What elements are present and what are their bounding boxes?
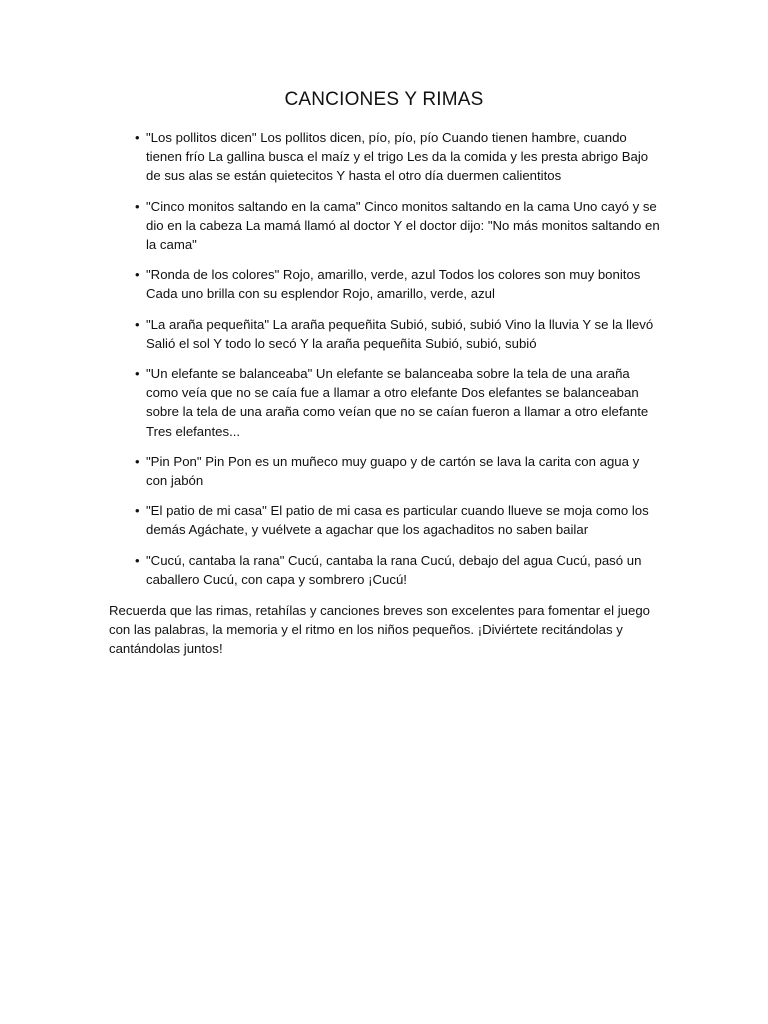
closing-paragraph: Recuerda que las rimas, retahílas y canciones breves son excelentes para fomentar el juego con las palabras, la memoria y el ritmo en los niños pequeños. ¡Diviértete recitándolas y cantándolas juntos!	[109, 603, 650, 657]
bullet-icon: •	[135, 316, 140, 332]
song-text: "El patio de mi casa" El patio de mi casa es particular cuando llueve se moja como los demás Agáchate, y vuélvete a agachar que los agachaditos no saben bailar	[146, 503, 649, 538]
bullet-icon: •	[135, 366, 140, 382]
list-item	[135, 364, 661, 441]
page-title: CANCIONES Y RIMAS	[284, 89, 484, 110]
song-text: "Cinco monitos saltando en la cama" Cinco monitos saltando en la cama Uno cayó y se dio en la cabeza La mamá llamó al doctor Y el doctor dijo: "No más monitos saltando en la cama"	[146, 198, 660, 253]
song-text: "Pin Pon" Pin Pon es un muñeco muy guapo y de cartón se lava la carita con agua y con jabón	[146, 453, 640, 489]
list-item	[135, 501, 661, 539]
bullet-icon: •	[135, 267, 140, 283]
bullet-icon: •	[135, 198, 140, 214]
song-text: "Los pollitos dicen" Los pollitos dicen, pío, pío, pío Cuando tienen hambre, cuando tienen frío La gallina busca el maíz y el trigo Les da la comida y les presta abrigo Bajo de sus alas se están quietecitos Y hasta el otro día duermen calientitos	[146, 130, 649, 184]
list-item	[135, 265, 661, 303]
song-text: "Un elefante se balanceaba" Un elefante se balanceaba sobre la tela de una araña como veía que no se caía fue a llamar a otro elefante Dos elefantes se balanceaban sobre la tela de una araña como veían que no se caían fueron a llamar a otro elefante Tres elefantes...	[146, 366, 649, 439]
bullet-icon: •	[135, 552, 140, 568]
list-item	[135, 551, 661, 589]
list-item	[135, 452, 661, 490]
song-text: "Cucú, cantaba la rana" Cucú, cantaba la rana Cucú, debajo del agua Cucú, pasó un caballero Cucú, con capa y sombrero ¡Cucú!	[146, 552, 642, 587]
bullet-icon: •	[135, 453, 140, 469]
song-list	[135, 128, 661, 600]
list-item	[135, 197, 661, 255]
list-item	[135, 128, 661, 186]
song-text: "Ronda de los colores" Rojo, amarillo, verde, azul Todos los colores son muy bonitos Cada uno brilla con su esplendor Rojo, amarillo, verde, azul	[146, 267, 641, 302]
bullet-icon: •	[135, 130, 140, 145]
bullet-icon: •	[135, 503, 140, 519]
song-text: "La araña pequeñita" La araña pequeñita Subió, subió, subió Vino la lluvia Y se la llevó Salió el sol Y todo lo secó Y la araña pequeñita Subió, subió, subió	[146, 316, 654, 351]
list-item	[135, 315, 661, 353]
